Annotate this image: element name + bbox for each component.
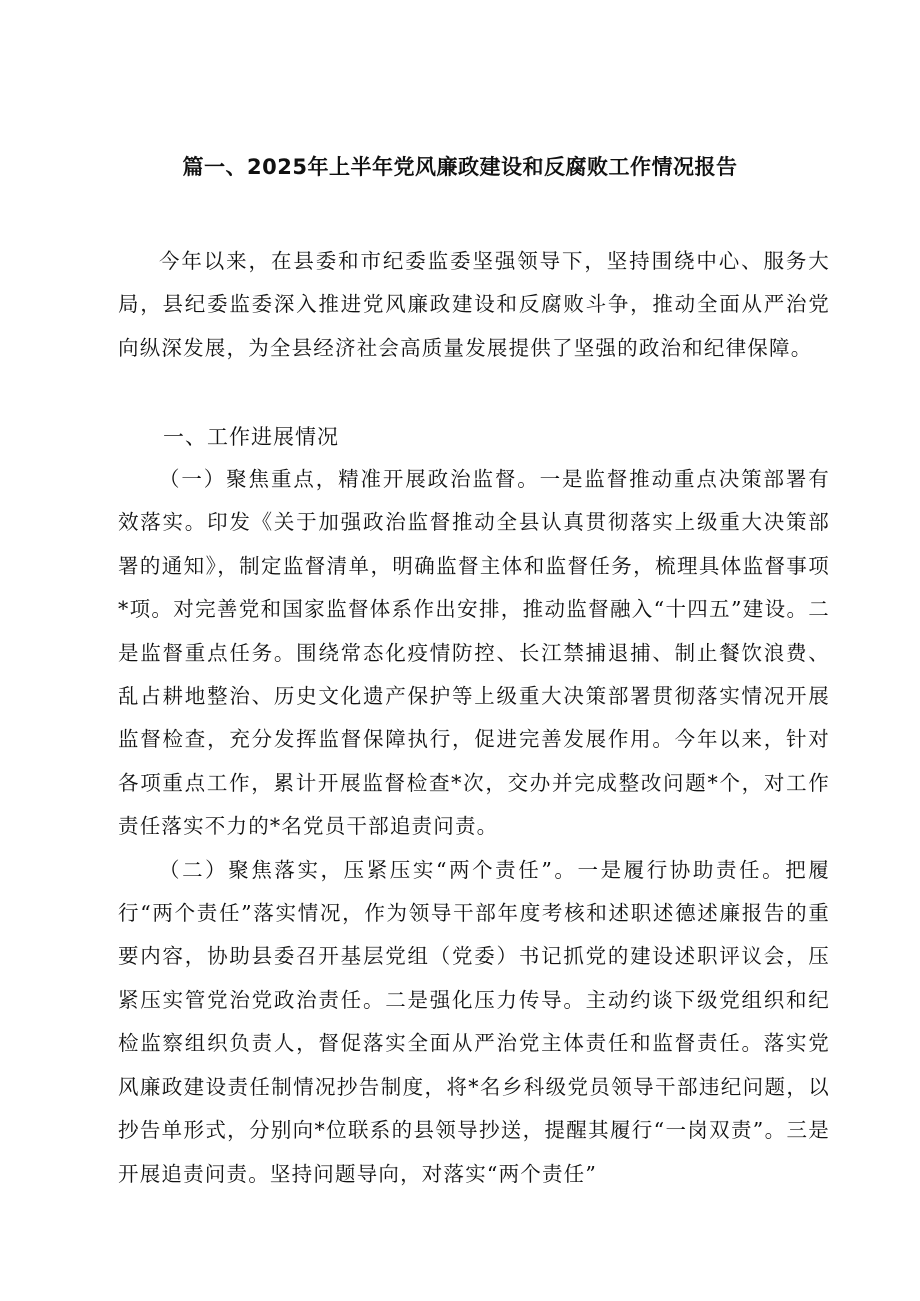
section-body (118, 458, 830, 1196)
paragraph-focus-key-points: （一）聚焦重点，精准开展政治监督。一是监督推动重点决策部署有效落实。印发《关于加强政治监督推动全县认真贯彻落实上级重大决策部署的通知》，制定监督清单，明确监督主体和监督任务，梳理具体监督事项*项。对完善党和国家监督体系作出安排，推动监督融入“十四五”建设。二是监督重点任务。围绕常态化疫情防控、长江禁捕退捕、制止餐饮浪费、乱占耕地整治、历史文化遗产保护等上级重大决策部署贯彻落实情况开展监督检查，充分发挥监督保障执行，促进完善发展作用。今年以来，针对各项重点工作，累计开展监督检查*次，交办并完成整改问题*个，对工作责任落实不力的*名党员干部追责问责。 (118, 467, 830, 839)
intro-block (118, 240, 830, 370)
paragraph-two-responsibilities: （二）聚焦落实，压紧压实“两个责任”。一是履行协助责任。把履行“两个责任”落实情况，作为领导干部年度考核和述职述德述廉报告的重要内容，协助县委召开基层党组（党委）书记抓党的建设述职评议会，压紧压实管党治党政治责任。二是强化压力传导。主动约谈下级党组织和纪检监察组织负责人，督促落实全面从严治党主体责任和监督责任。落实党风廉政建设责任制情况抄告制度，将*名乡科级党员领导干部违纪问题，以抄告单形式，分别向*位联系的县领导抄送，提醒其履行“一岗双责”。三是开展追责问责。坚持问题导向，对落实“两个责任” (118, 857, 830, 1186)
document-title: 篇一、2025年上半年党风廉政建设和反腐败工作情况报告 (182, 155, 738, 179)
section-heading: 一、工作进展情况 (163, 425, 339, 449)
intro-paragraph: 今年以来，在县委和市纪委监委坚强领导下，坚持围绕中心、服务大局，县纪委监委深入推进党风廉政建设和反腐败斗争，推动全面从严治党向纵深发展，为全县经济社会高质量发展提供了坚强的政治和纪律保障。 (118, 249, 830, 360)
